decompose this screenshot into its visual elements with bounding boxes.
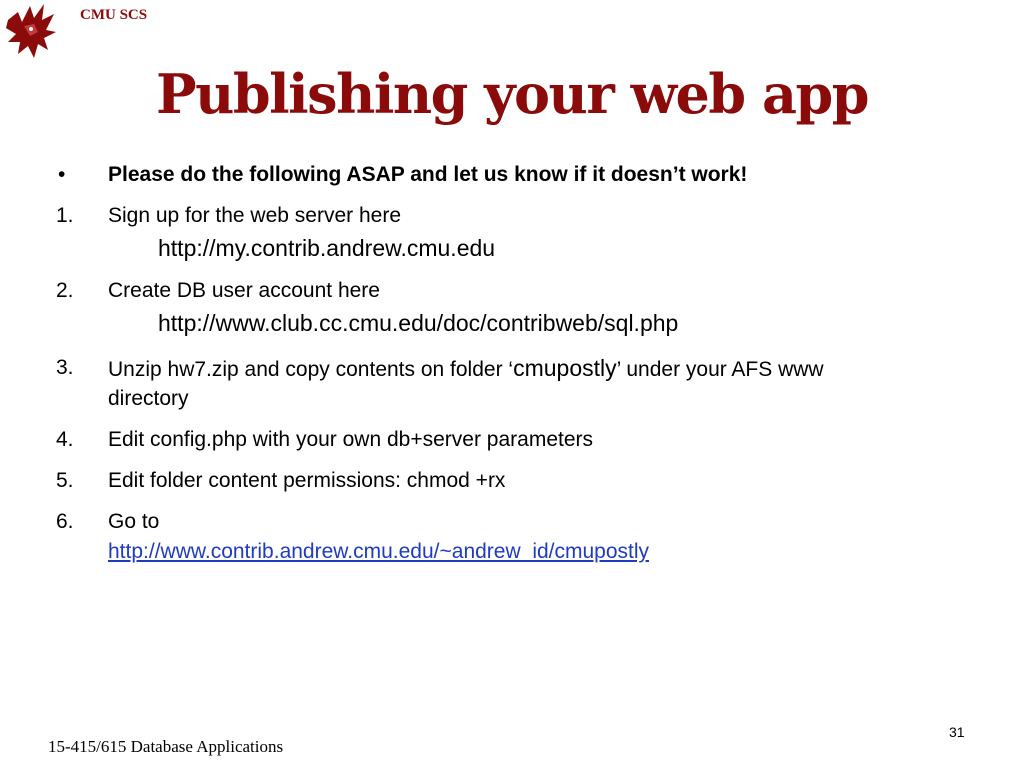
step-text: Go to [108,510,160,533]
page-number: 31 [949,724,965,740]
web-server-url: http://my.contrib.andrew.cmu.edu [158,235,496,261]
step-number: 5. [56,469,74,492]
step-text [108,355,824,383]
step-text: Sign up for the web server here [108,204,401,227]
step-text: Create DB user account here [108,279,380,302]
db-account-url: http://www.club.cc.cmu.edu/doc/contribweb/sql.php [158,310,679,336]
intro-text: Please do the following ASAP and let us know if it doesn’t work! [108,163,748,186]
step-text: Edit folder content permissions: chmod +rx [108,469,506,492]
step-text-after: ’ under your AFS www [616,358,824,381]
slide-title: Publishing your web app [156,62,868,126]
step-number: 4. [56,428,74,451]
cmu-dragon-logo-icon [4,2,60,62]
step-text: Edit config.php with your own db+server parameters [108,428,593,451]
cmu-scs-label: CMU SCS [80,7,148,23]
step-number: 6. [56,510,74,533]
step-number: 3. [56,356,74,379]
bullet-marker: • [58,163,66,186]
course-footer: 15-415/615 Database Applications [48,737,284,756]
step-number: 2. [56,279,74,302]
step-text-before: Unzip hw7.zip and copy contents on folder ‘ [108,358,514,381]
cmupostly-link[interactable]: http://www.contrib.andrew.cmu.edu/~andrew_id/cmupostly [108,540,650,563]
folder-name: cmupostly [513,355,617,381]
step-number: 1. [56,204,74,227]
step-text-line2: directory [108,387,189,410]
